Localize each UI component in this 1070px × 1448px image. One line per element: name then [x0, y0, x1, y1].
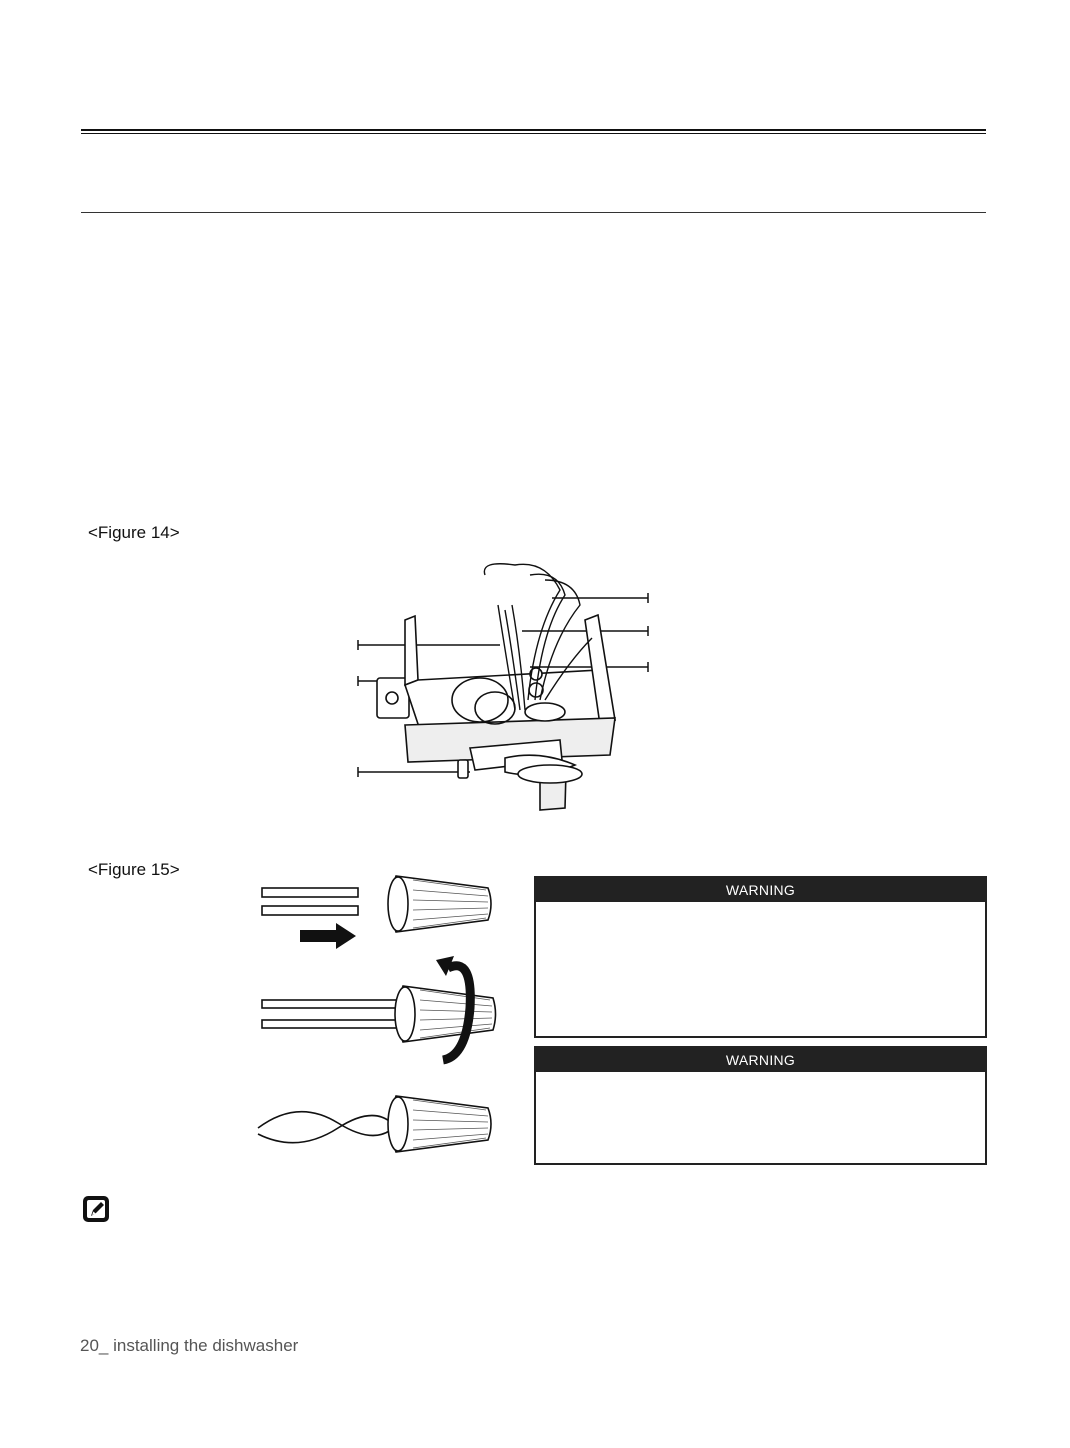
junction-box-illustration — [330, 550, 670, 815]
page-number: 20 — [80, 1336, 99, 1355]
header-rule-thin — [81, 133, 986, 134]
footer-section: _ installing the dishwasher — [98, 1336, 299, 1355]
warning-heading-2: WARNING — [536, 1048, 985, 1072]
figure-15-label: <Figure 15> — [88, 860, 180, 879]
note-pencil-icon — [82, 1195, 110, 1223]
header-rule-thick — [81, 129, 986, 131]
warning-box-2 — [534, 1046, 987, 1165]
wire-nut-illustration — [248, 868, 508, 1168]
figure-14-label: <Figure 14> — [88, 523, 180, 542]
push-arrow-icon — [300, 923, 356, 949]
section-rule — [81, 212, 986, 213]
warning-box-1 — [534, 876, 987, 1038]
page-footer — [80, 1336, 298, 1356]
warning-heading-1: WARNING — [536, 878, 985, 902]
